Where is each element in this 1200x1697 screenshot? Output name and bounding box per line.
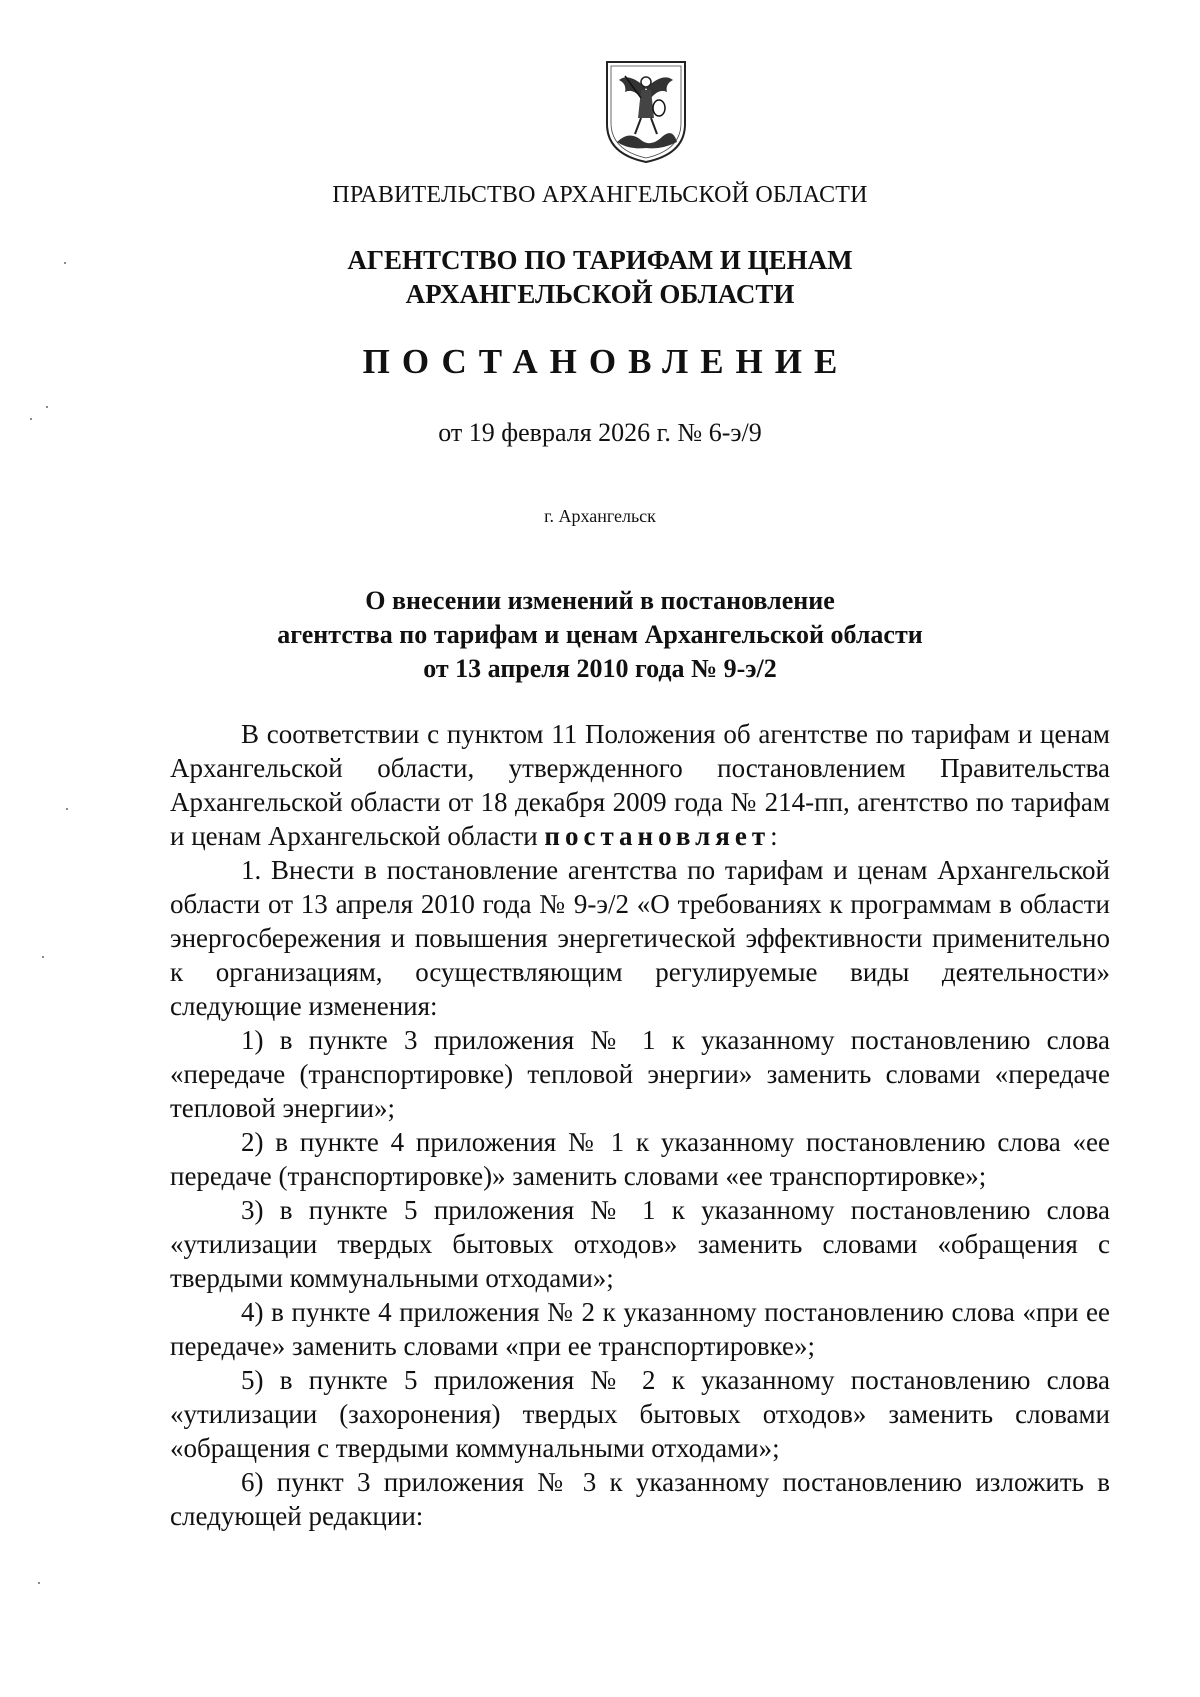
list-item-3: 3) в пункте 5 приложения № 1 к указанному постановлению слова «утилизации твердых бытовых отходов» заменить словами «обращения с твердыми коммунальными отходами»;	[170, 1195, 1110, 1293]
agency-name-line-1: АГЕНТСТВО ПО ТАРИФАМ И ЦЕНАМ	[347, 245, 853, 275]
scan-speck	[46, 406, 48, 408]
intro-text: В соответствии с пунктом 11 Положения об агентстве по тарифам и ценам Архангельской области, утвержденного постановлением Правительства Архангельской области от 18 декабря 2009 года № 214-пп, агентство по тарифам и ценам Архангельской области	[170, 719, 1110, 851]
agency-name	[0, 243, 1200, 311]
document-subject	[0, 584, 1200, 686]
intro-verb: постановляет	[544, 821, 771, 851]
list-item-4: 4) в пункте 4 приложения № 2 к указанному постановлению слова «при ее передаче» заменить словами «при ее транспортировке»;	[170, 1297, 1110, 1361]
intro-end: :	[770, 821, 778, 851]
scan-speck	[66, 808, 68, 810]
list-item-2: 2) в пункте 4 приложения № 1 к указанному постановлению слова «ее передаче (транспортировке)» заменить словами «ее транспортировке»;	[170, 1127, 1110, 1191]
document-type-title: ПОСТАНОВЛЕНИЕ	[362, 342, 850, 381]
document-date-number: от 19 февраля 2026 г. № 6-э/9	[438, 418, 762, 447]
scan-speck	[42, 956, 44, 958]
paragraph-1: 1. Внести в постановление агентства по тарифам и ценам Архангельской области от 13 апреля 2010 года № 9-э/2 «О требованиях к программам в области энергосбережения и повышения энергетической эффективности применительно к организациям, осуществляющим регулируемые виды деятельности» следующие изменения:	[170, 855, 1110, 1021]
list-item-6: 6) пункт 3 приложения № 3 к указанному постановлению изложить в следующей редакции:	[170, 1467, 1110, 1531]
scan-speck	[38, 1582, 40, 1584]
list-item-1: 1) в пункте 3 приложения № 1 к указанному постановлению слова «передаче (транспортировке) тепловой энергии» заменить словами «передаче тепловой энергии»;	[170, 1025, 1110, 1123]
scan-speck	[30, 418, 32, 420]
scan-speck	[64, 262, 66, 264]
intro-paragraph	[170, 717, 1110, 853]
agency-name-line-2: АРХАНГЕЛЬСКОЙ ОБЛАСТИ	[405, 279, 795, 309]
document-body	[170, 717, 1110, 1533]
document-city: г. Архангельск	[544, 506, 656, 526]
list-item-5: 5) в пункте 5 приложения № 2 к указанному постановлению слова «утилизации (захоронения) твердых бытовых отходов» заменить словами «обращения с твердыми коммунальными отходами»;	[170, 1365, 1110, 1463]
subject-line-1: О внесении изменений в постановление	[365, 586, 835, 615]
subject-line-2: агентства по тарифам и ценам Архангельской области	[277, 620, 923, 649]
subject-line-3: от 13 апреля 2010 года № 9-э/2	[423, 654, 777, 683]
government-name: ПРАВИТЕЛЬСТВО АРХАНГЕЛЬСКОЙ ОБЛАСТИ	[332, 182, 868, 208]
coat-of-arms-emblem	[601, 58, 691, 164]
